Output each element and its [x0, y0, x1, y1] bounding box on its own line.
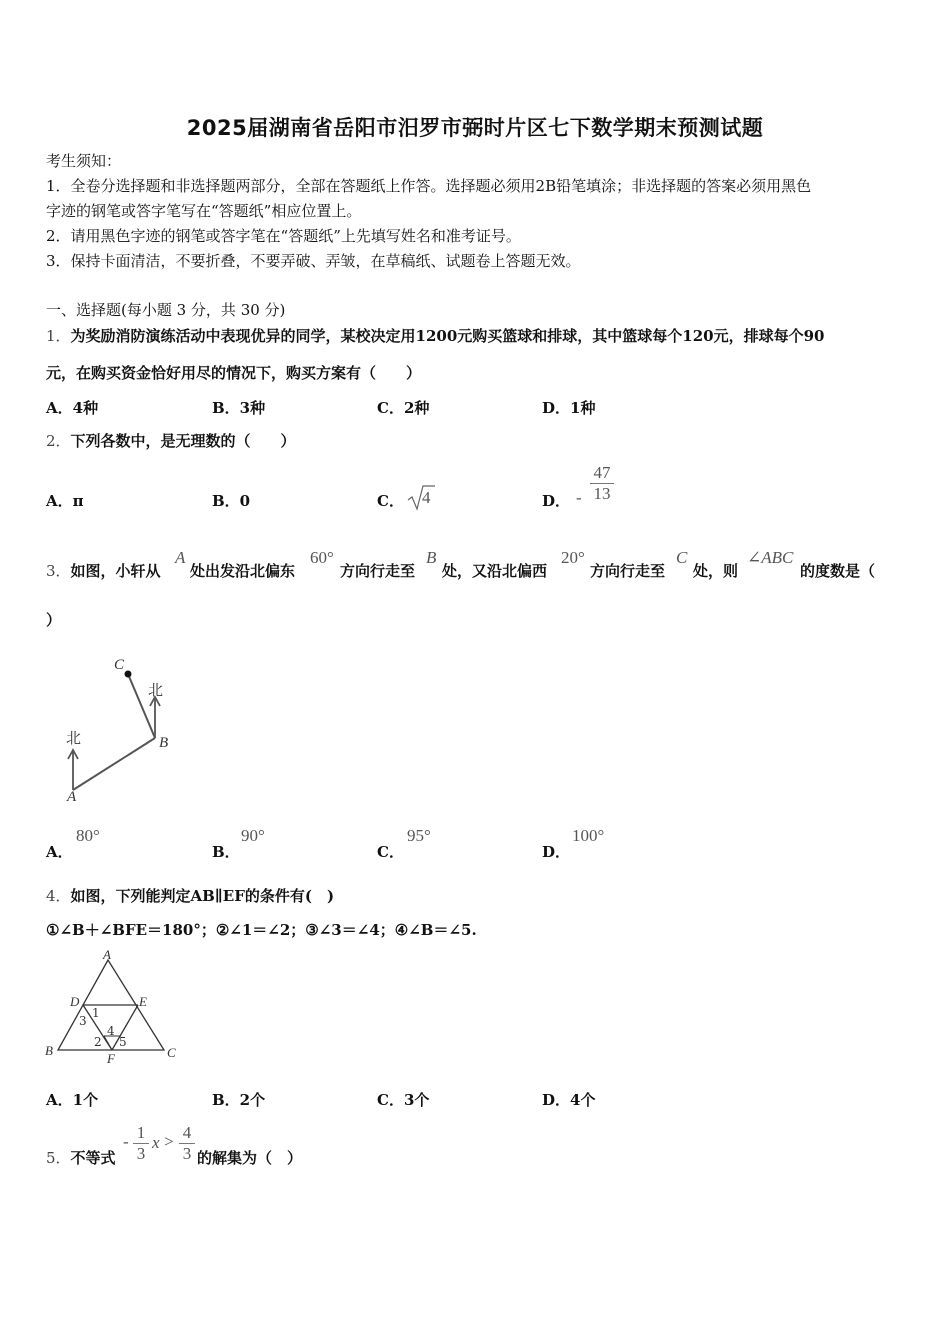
option-label: C．: [377, 492, 404, 510]
question-text: 如图，小轩从: [70, 562, 161, 580]
q4-option-c[interactable]: C．3个: [377, 1091, 430, 1109]
q2-option-c[interactable]: [377, 490, 404, 511]
point-a-label: A: [175, 548, 186, 567]
fraction-numerator: 47: [593, 463, 611, 482]
notice-heading: 考生须知：: [46, 152, 122, 170]
fraction-1-3: [133, 1123, 149, 1164]
q3-option-b[interactable]: [212, 841, 240, 862]
q3-option-c-value: 95°: [407, 826, 431, 845]
question-5: [46, 1148, 116, 1168]
q1-option-d[interactable]: D．1种: [542, 399, 596, 417]
q1-option-a[interactable]: A．4种: [46, 399, 99, 417]
option-label: B．: [212, 843, 240, 861]
north-label-a: 北: [66, 729, 82, 747]
q2-option-b[interactable]: B．0: [212, 492, 251, 510]
notice-line-1b: 字迹的钢笔或答字笔写在“答题纸”相应位置上。: [46, 202, 362, 220]
q1-option-b[interactable]: B．3种: [212, 399, 266, 417]
q3-option-a-value: 80°: [76, 826, 100, 845]
notice-line-1a: 1．全卷分选择题和非选择题两部分，全部在答题纸上作答。选择题必须用2B铅笔填涂；非选择题的答案必须用黑色: [46, 177, 812, 195]
triangle-diagram-svg: [42, 947, 182, 1067]
q1-option-c[interactable]: C．2种: [377, 399, 430, 417]
question-2: [46, 431, 296, 451]
angle-2-label: 2: [94, 1035, 102, 1049]
option-label: D．: [542, 843, 571, 861]
q3-option-a[interactable]: [46, 841, 73, 862]
angle-60-label: 60°: [310, 548, 334, 567]
minus-sign: -: [123, 1132, 129, 1151]
q2-option-a[interactable]: A．π: [46, 492, 84, 510]
question-3-text-4: 处，又沿北偏西: [442, 562, 548, 580]
question-text: 不等式: [70, 1149, 116, 1167]
question-4: [46, 886, 334, 906]
q4-option-b[interactable]: B．2个: [212, 1091, 266, 1109]
question-3-text-2: 处出发沿北偏东: [190, 562, 296, 580]
angle-4-label: 4: [107, 1024, 115, 1038]
option-label: D．: [542, 492, 571, 510]
q3-option-d[interactable]: [542, 841, 570, 862]
sqrt-icon: [406, 483, 436, 511]
fraction-denominator: 3: [182, 1144, 192, 1163]
tri-label-e: E: [139, 994, 147, 1009]
q4-option-d[interactable]: D．4个: [542, 1091, 596, 1109]
question-text: 下列各数中，是无理数的（ ）: [70, 432, 296, 450]
question-number: 3．: [46, 562, 71, 580]
angle-1-label: 1: [92, 1006, 100, 1020]
q4-option-a[interactable]: A．1个: [46, 1091, 99, 1109]
question-number: 2．: [46, 432, 71, 450]
angle-3-label: 3: [79, 1014, 87, 1028]
direction-diagram: [60, 655, 180, 810]
fig-label-c: C: [114, 657, 125, 673]
question-1-line-2: 元，在购买资金恰好用尽的情况下，购买方案有（ ）: [46, 364, 422, 382]
question-text: 如图，下列能判定AB∥EF的条件有( ): [70, 887, 335, 905]
angle-5-label: 5: [119, 1035, 127, 1049]
triangle-diagram: [42, 947, 182, 1067]
angle-20-label: 20°: [561, 548, 585, 567]
question-3-text-7: 的度数是（: [800, 562, 876, 580]
question-number: 4．: [46, 887, 71, 905]
question-text: 为奖励消防演练活动中表现优异的同学，某校决定用1200元购买篮球和排球，其中篮球每个120元，排球每个90: [70, 327, 825, 345]
question-3-text-1: [46, 561, 161, 581]
north-label-b: 北: [148, 681, 164, 699]
q3-option-b-value: 90°: [241, 826, 265, 845]
minus-sign: -: [576, 488, 582, 507]
tri-label-d: D: [70, 994, 80, 1009]
q2-option-d[interactable]: [542, 490, 570, 511]
point-b-label: B: [426, 548, 437, 567]
page-title: 2025届湖南省岳阳市汨罗市弼时片区七下数学期末预测试题: [186, 116, 764, 140]
fraction-47-13: [590, 463, 614, 504]
q3-option-c[interactable]: [377, 841, 404, 862]
question-3-text-3: 方向行走至: [340, 562, 416, 580]
fraction-denominator: 3: [136, 1144, 146, 1163]
question-3-close: ）: [46, 611, 62, 629]
section-heading: 一、选择题(每小题 3 分，共 30 分): [46, 301, 286, 319]
fraction-numerator: 1: [136, 1123, 146, 1142]
fraction-4-3: [179, 1123, 195, 1164]
fraction-numerator: 4: [182, 1123, 192, 1142]
tri-label-f: F: [107, 1051, 115, 1066]
option-label: C．: [377, 843, 404, 861]
fraction-denominator: 13: [593, 484, 611, 503]
notice-line-2: 2．请用黑色字迹的钢笔或答字笔在“答题纸”上先填写姓名和准考证号。: [46, 227, 521, 245]
notice-line-3: 3．保持卡面清洁，不要折叠，不要弄破、弄皱，在草稿纸、试题卷上答题无效。: [46, 252, 581, 270]
angle-abc-label: ∠ABC: [747, 548, 794, 567]
question-1-line-1: [46, 326, 825, 346]
fig-label-a: A: [67, 789, 77, 805]
question-5-tail: 的解集为（ ）: [197, 1149, 303, 1167]
question-number: 5．: [46, 1149, 71, 1167]
q3-option-d-value: 100°: [572, 826, 605, 845]
greater-than-sign: >: [164, 1132, 174, 1151]
sqrt-radicand: 4: [422, 488, 431, 507]
tri-label-a: A: [103, 947, 111, 962]
tri-label-c: C: [167, 1045, 176, 1060]
tri-label-b: B: [45, 1043, 53, 1058]
question-number: 1．: [46, 327, 71, 345]
question-3-text-6: 处，则: [693, 562, 739, 580]
question-3-text-5: 方向行走至: [590, 562, 666, 580]
question-4-conditions: ①∠B＋∠BFE＝180°；②∠1＝∠2；③∠3＝∠4；④∠B＝∠5.: [46, 921, 477, 939]
variable-x: x: [152, 1133, 160, 1152]
fig-label-b: B: [159, 735, 169, 751]
option-label: A．: [46, 843, 73, 861]
point-c-label: C: [676, 548, 688, 567]
